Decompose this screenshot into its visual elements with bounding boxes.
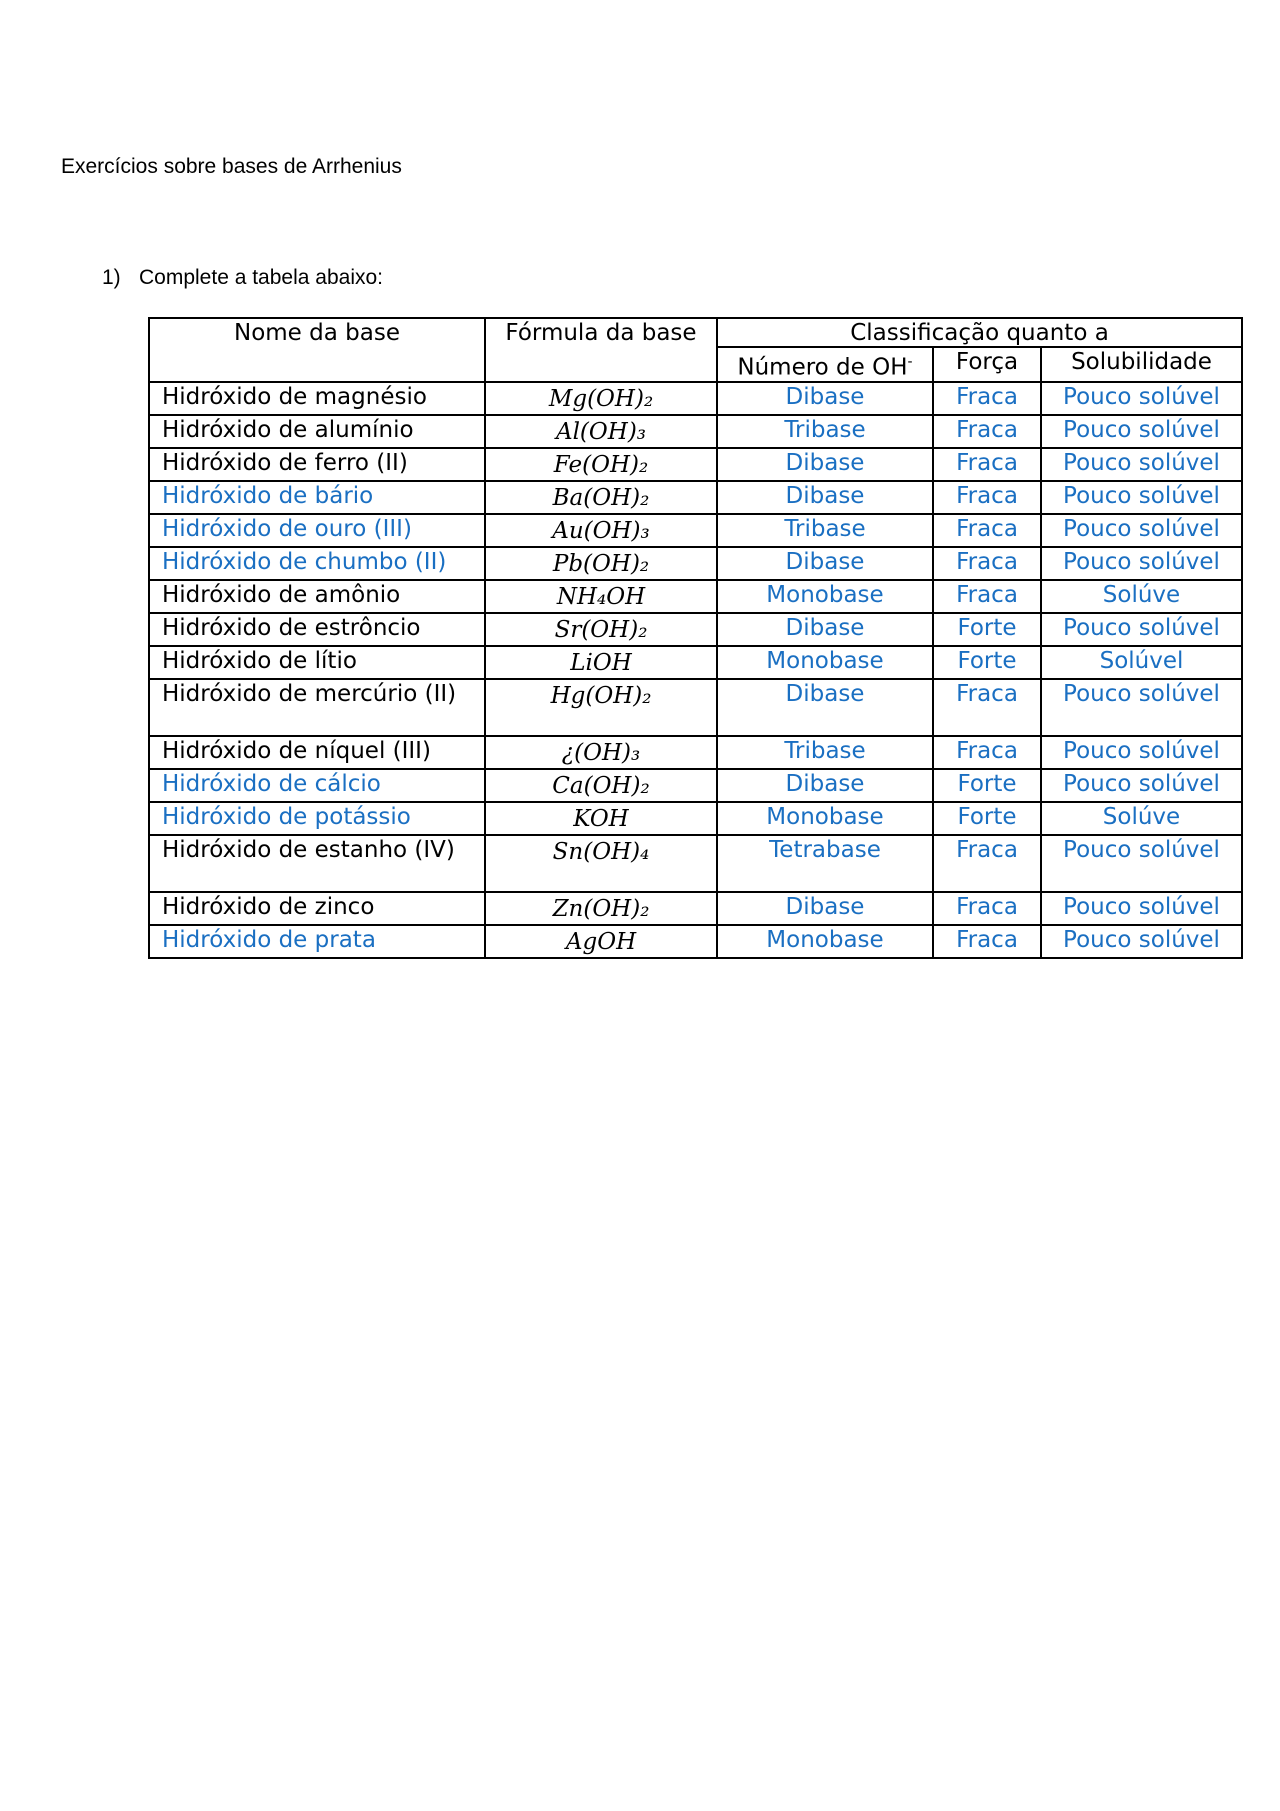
- cell-numero: Tetrabase: [717, 835, 933, 892]
- cell-forca: Fraca: [933, 514, 1041, 547]
- cell-forca: Forte: [933, 646, 1041, 679]
- cell-forca: Fraca: [933, 892, 1041, 925]
- cell-forca: Fraca: [933, 415, 1041, 448]
- question-number: 1): [102, 266, 121, 289]
- cell-nome: Hidróxido de magnésio: [149, 382, 485, 415]
- cell-formula: [485, 892, 717, 925]
- cell-numero: Monobase: [717, 646, 933, 679]
- cell-nome: Hidróxido de mercúrio (II): [149, 679, 485, 736]
- cell-solubilidade: Pouco solúvel: [1041, 679, 1242, 736]
- formula-text: Fe(OH)₂: [553, 451, 649, 478]
- table-row: [149, 514, 1242, 547]
- cell-forca: Fraca: [933, 547, 1041, 580]
- cell-solubilidade: Pouco solúvel: [1041, 925, 1242, 958]
- cell-numero: Monobase: [717, 925, 933, 958]
- table-row: [149, 448, 1242, 481]
- cell-formula: [485, 802, 717, 835]
- table-row: [149, 646, 1242, 679]
- table-row: [149, 802, 1242, 835]
- formula-text: Hg(OH)₂: [550, 682, 652, 709]
- cell-formula: [485, 613, 717, 646]
- table-row: [149, 679, 1242, 736]
- formula-text: LiOH: [570, 649, 632, 676]
- table-row: [149, 481, 1242, 514]
- cell-numero: Dibase: [717, 679, 933, 736]
- formula-text: Al(OH)₃: [555, 418, 647, 445]
- cell-forca: Forte: [933, 802, 1041, 835]
- cell-forca: Fraca: [933, 448, 1041, 481]
- cell-numero: Dibase: [717, 448, 933, 481]
- cell-nome: Hidróxido de cálcio: [149, 769, 485, 802]
- cell-formula: [485, 580, 717, 613]
- header-classificacao: Classificação quanto a: [717, 318, 1242, 347]
- cell-nome: Hidróxido de chumbo (II): [149, 547, 485, 580]
- formula-text: AgOH: [565, 928, 637, 955]
- formula-text: ¿(OH)₃: [561, 739, 641, 766]
- cell-solubilidade: Pouco solúvel: [1041, 892, 1242, 925]
- table-row: [149, 892, 1242, 925]
- cell-nome: Hidróxido de níquel (III): [149, 736, 485, 769]
- formula-text: Sr(OH)₂: [554, 616, 648, 643]
- cell-nome: Hidróxido de ferro (II): [149, 448, 485, 481]
- cell-formula: [485, 769, 717, 802]
- cell-nome: Hidróxido de alumínio: [149, 415, 485, 448]
- question-1: [102, 266, 383, 290]
- cell-numero: Monobase: [717, 802, 933, 835]
- cell-numero: Tribase: [717, 514, 933, 547]
- cell-forca: Fraca: [933, 580, 1041, 613]
- cell-solubilidade: Pouco solúvel: [1041, 448, 1242, 481]
- table-row: [149, 382, 1242, 415]
- cell-solubilidade: Solúve: [1041, 802, 1242, 835]
- formula-text: NH₄OH: [556, 583, 646, 610]
- cell-nome: Hidróxido de amônio: [149, 580, 485, 613]
- cell-numero: Monobase: [717, 580, 933, 613]
- question-text: Complete a tabela abaixo:: [139, 266, 383, 289]
- cell-formula: [485, 679, 717, 736]
- cell-solubilidade: Pouco solúvel: [1041, 835, 1242, 892]
- cell-nome: Hidróxido de bário: [149, 481, 485, 514]
- cell-formula: [485, 547, 717, 580]
- cell-forca: Fraca: [933, 382, 1041, 415]
- cell-numero: Dibase: [717, 481, 933, 514]
- cell-nome: Hidróxido de lítio: [149, 646, 485, 679]
- formula-text: Zn(OH)₂: [552, 895, 650, 922]
- cell-solubilidade: Pouco solúvel: [1041, 613, 1242, 646]
- cell-numero: Dibase: [717, 892, 933, 925]
- cell-solubilidade: Solúve: [1041, 580, 1242, 613]
- header-solubilidade: Solubilidade: [1041, 347, 1242, 382]
- cell-forca: Fraca: [933, 835, 1041, 892]
- formula-text: Au(OH)₃: [552, 517, 650, 544]
- header-numero-oh-label: Número de OH: [737, 354, 908, 381]
- cell-nome: Hidróxido de estrôncio: [149, 613, 485, 646]
- table-row: [149, 736, 1242, 769]
- table-row: [149, 580, 1242, 613]
- cell-nome: Hidróxido de zinco: [149, 892, 485, 925]
- cell-forca: Fraca: [933, 481, 1041, 514]
- table-row: [149, 925, 1242, 958]
- cell-forca: Forte: [933, 613, 1041, 646]
- header-numero-oh-charge: -: [907, 354, 913, 370]
- cell-forca: Fraca: [933, 736, 1041, 769]
- header-forca: Força: [933, 347, 1041, 382]
- cell-solubilidade: Pouco solúvel: [1041, 547, 1242, 580]
- cell-nome: Hidróxido de ouro (III): [149, 514, 485, 547]
- cell-formula: [485, 925, 717, 958]
- cell-solubilidade: Pouco solúvel: [1041, 736, 1242, 769]
- formula-text: Ba(OH)₂: [552, 484, 650, 511]
- cell-formula: [485, 646, 717, 679]
- header-nome: Nome da base: [149, 318, 485, 382]
- cell-numero: Dibase: [717, 547, 933, 580]
- cell-solubilidade: Pouco solúvel: [1041, 481, 1242, 514]
- cell-solubilidade: Pouco solúvel: [1041, 514, 1242, 547]
- formula-text: Pb(OH)₂: [552, 550, 650, 577]
- table-row: [149, 613, 1242, 646]
- cell-forca: Forte: [933, 769, 1041, 802]
- cell-formula: [485, 514, 717, 547]
- cell-solubilidade: Pouco solúvel: [1041, 382, 1242, 415]
- bases-table: [148, 317, 1243, 959]
- cell-nome: Hidróxido de estanho (IV): [149, 835, 485, 892]
- cell-numero: Tribase: [717, 415, 933, 448]
- cell-formula: [485, 382, 717, 415]
- table-row: [149, 547, 1242, 580]
- cell-forca: Fraca: [933, 679, 1041, 736]
- formula-text: KOH: [573, 805, 629, 832]
- header-formula: Fórmula da base: [485, 318, 717, 382]
- cell-solubilidade: Solúvel: [1041, 646, 1242, 679]
- header-numero-oh: [717, 347, 933, 382]
- cell-numero: Dibase: [717, 382, 933, 415]
- table-row: [149, 769, 1242, 802]
- cell-formula: [485, 481, 717, 514]
- cell-forca: Fraca: [933, 925, 1041, 958]
- cell-numero: Tribase: [717, 736, 933, 769]
- cell-nome: Hidróxido de prata: [149, 925, 485, 958]
- formula-text: Mg(OH)₂: [548, 385, 654, 412]
- cell-numero: Dibase: [717, 769, 933, 802]
- table-row: [149, 835, 1242, 892]
- table-row: [149, 415, 1242, 448]
- cell-formula: [485, 835, 717, 892]
- cell-solubilidade: Pouco solúvel: [1041, 415, 1242, 448]
- cell-formula: [485, 415, 717, 448]
- cell-formula: [485, 736, 717, 769]
- formula-text: Ca(OH)₂: [552, 772, 650, 799]
- cell-nome: Hidróxido de potássio: [149, 802, 485, 835]
- formula-text: Sn(OH)₄: [552, 838, 650, 865]
- cell-formula: [485, 448, 717, 481]
- cell-solubilidade: Pouco solúvel: [1041, 769, 1242, 802]
- cell-numero: Dibase: [717, 613, 933, 646]
- page-title: Exercícios sobre bases de Arrhenius: [61, 155, 402, 178]
